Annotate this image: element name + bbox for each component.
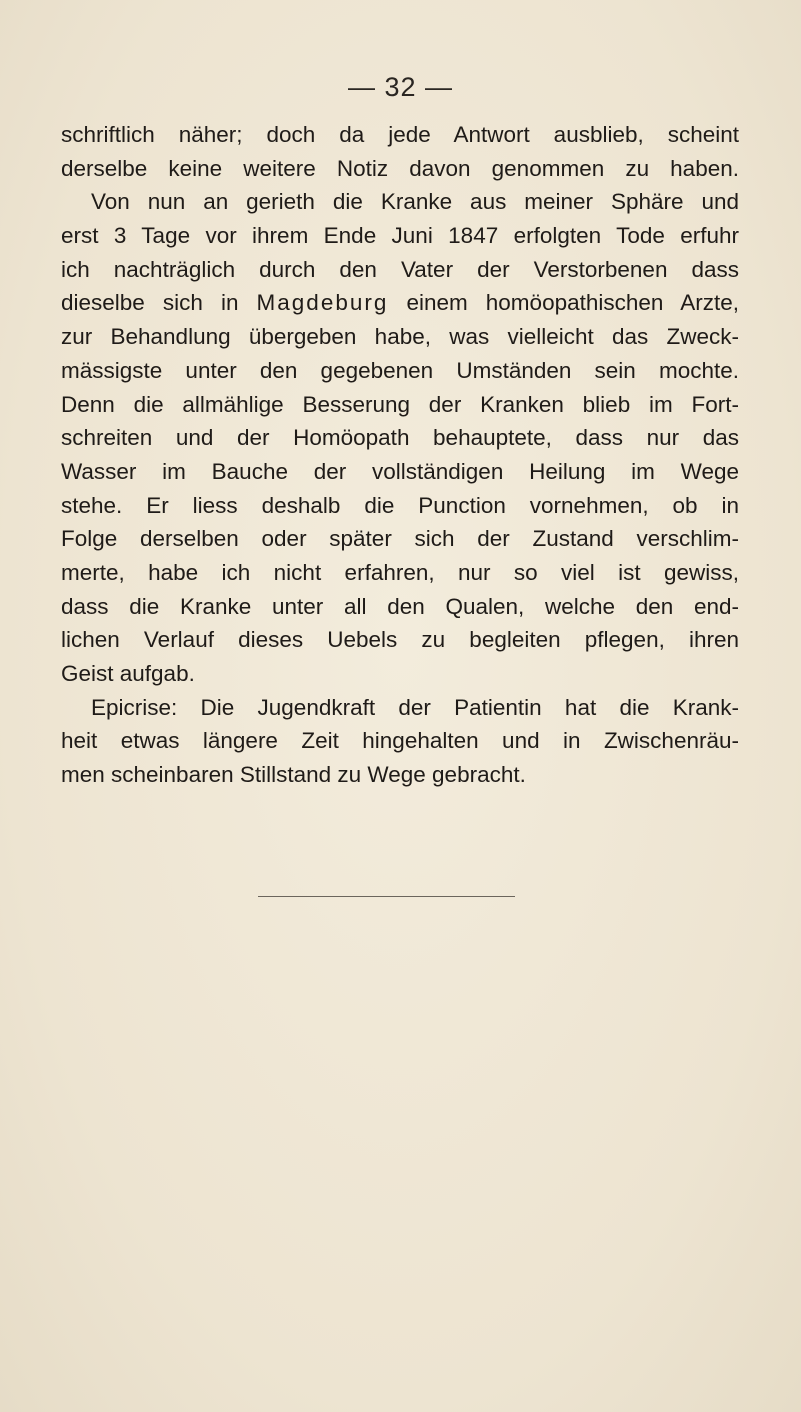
text-line: dass die Kranke unter all den Qualen, welche den end-	[61, 593, 739, 619]
text-line: Von nun an gerieth die Kranke aus meiner Sphäre und	[91, 189, 739, 215]
text-line	[61, 286, 739, 320]
spaced-place-name: Magdeburg	[256, 290, 389, 316]
text-line: men scheinbaren Stillstand zu Wege gebracht.	[61, 762, 526, 788]
text-line: mässigste unter den gegebenen Umständen sein mochte.	[61, 357, 739, 383]
separator-rule	[258, 896, 515, 897]
text-line: schreiten und der Homöopath behauptete, dass nur das	[61, 425, 739, 451]
text-line: Denn die allmählige Besserung der Kranken blieb im Fort-	[61, 391, 739, 417]
text-line: heit etwas längere Zeit hingehalten und in Zwischenräu-	[61, 728, 739, 754]
text-line-start: dieselbe sich in	[61, 290, 257, 316]
text-line: merte, habe ich nicht erfahren, nur so viel ist gewiss,	[61, 559, 739, 585]
text-line: Folge derselben oder später sich der Zustand verschlim-	[61, 526, 739, 552]
text-line: schriftlich näher; doch da jede Antwort ausblieb, scheint	[61, 122, 739, 147]
text-line-end: einem homöopathischen Arzte,	[388, 290, 739, 316]
page-number: — 32 —	[347, 72, 454, 102]
text-line: Wasser im Bauche der vollständigen Heilung im Wege	[61, 458, 739, 484]
text-line: Epicrise: Die Jugendkraft der Patientin hat die Krank-	[91, 694, 739, 720]
text-line: derselbe keine weitere Notiz davon genommen zu haben.	[61, 155, 739, 181]
text-line: zur Behandlung übergeben habe, was vielleicht das Zweck-	[61, 324, 739, 350]
text-line: Geist aufgab.	[61, 661, 195, 686]
text-line: erst 3 Tage vor ihrem Ende Juni 1847 erfolgten Tode erfuhr	[61, 223, 739, 249]
text-line: lichen Verlauf dieses Uebels zu begleiten pflegen, ihren	[61, 627, 739, 653]
text-line: ich nachträglich durch den Vater der Verstorbenen dass	[61, 256, 739, 282]
body-text	[61, 118, 739, 792]
text-line: stehe. Er liess deshalb die Punction vornehmen, ob in	[61, 492, 739, 518]
